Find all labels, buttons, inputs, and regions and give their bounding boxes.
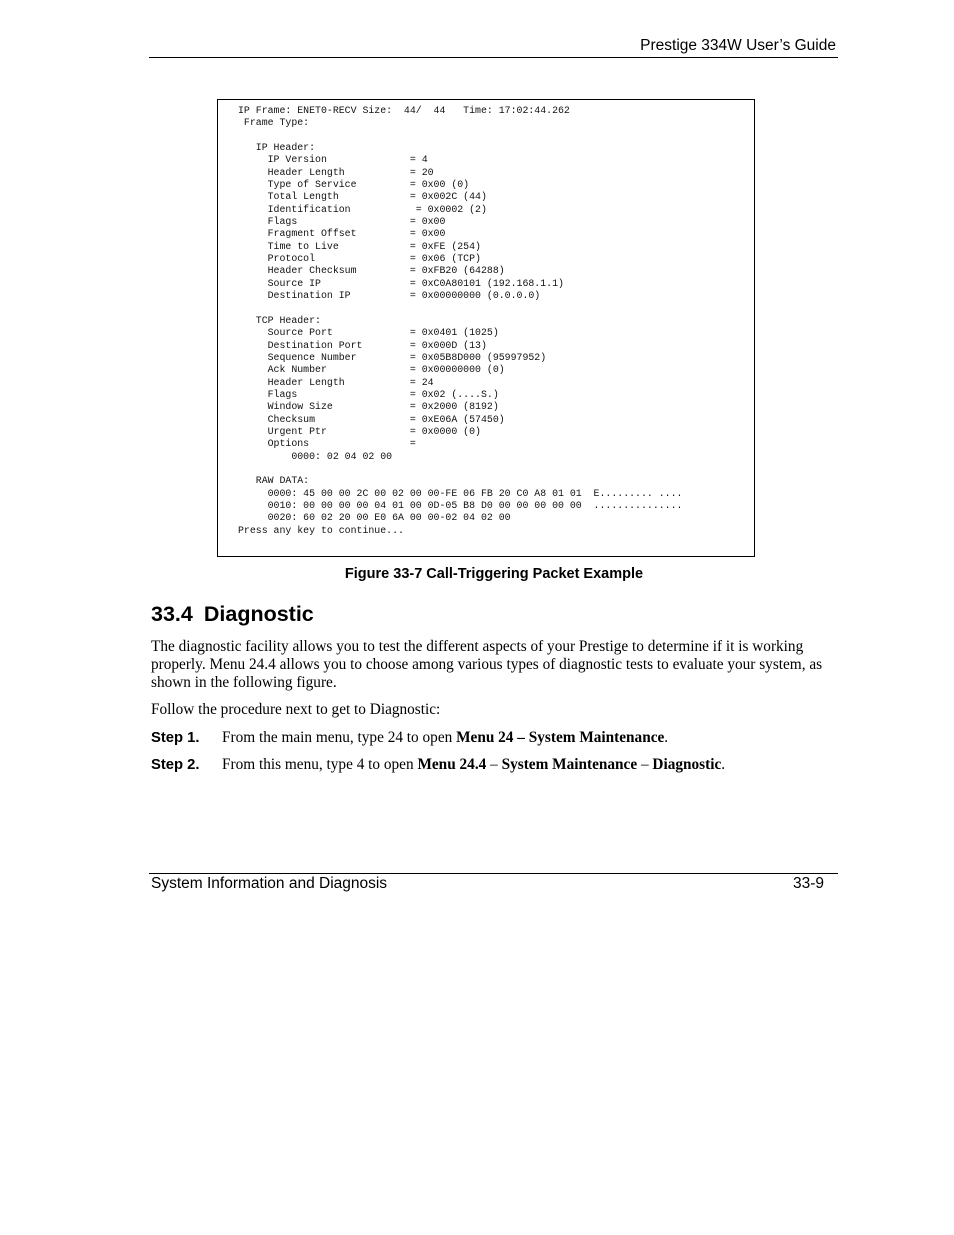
step-text-end: .	[721, 756, 726, 773]
code-line: Checksum = 0xE06A (57450)	[238, 413, 505, 425]
guide-title: Prestige 334W User’s Guide	[640, 37, 836, 54]
section-title: Diagnostic	[203, 602, 314, 626]
page-number: 33-9	[792, 875, 824, 892]
code-line: IP Header:	[238, 142, 316, 154]
code-line: Destination Port = 0x000D (13)	[238, 339, 487, 351]
code-line: Frame Type:	[238, 117, 310, 129]
intro-paragraph: The diagnostic facility allows you to test the different aspects of your Prestige to determine if it is working properly. Menu 24.4 allows you to choose among various types of diagnostic tests to evaluate your system, as shown in the following figure.	[151, 638, 823, 691]
figure-caption: Figure 33-7 Call-Triggering Packet Example	[344, 566, 644, 582]
code-line: Press any key to continue...	[238, 524, 404, 536]
step-text-end: .	[664, 729, 669, 746]
code-line: Identification = 0x0002 (2)	[238, 203, 487, 215]
menu-name: Menu 24 – System Maintenance	[456, 729, 665, 746]
menu-number: Menu 24.4	[417, 756, 487, 773]
footer-divider	[149, 873, 838, 874]
code-line: Options =	[238, 438, 416, 450]
header-divider	[149, 57, 838, 58]
code-line: Source IP = 0xC0A80101 (192.168.1.1)	[238, 277, 564, 289]
code-line: Window Size = 0x2000 (8192)	[238, 401, 499, 413]
step-2	[151, 756, 841, 774]
menu-name: System Maintenance	[501, 756, 638, 773]
procedure-paragraph: Follow the procedure next to get to Diagnostic:	[151, 701, 441, 718]
code-line: Time to Live = 0xFE (254)	[238, 240, 481, 252]
code-line: IP Version = 4	[238, 154, 428, 166]
section-heading	[151, 602, 314, 627]
dash-separator: –	[637, 756, 653, 773]
dash-separator: –	[486, 756, 502, 773]
code-line: 0010: 00 00 00 00 04 01 00 0D-05 B8 D0 00 00 00 00 00 ...............	[238, 500, 683, 511]
code-line: TCP Header:	[238, 314, 321, 326]
step-label: Step 1.	[151, 730, 200, 746]
code-line: Flags = 0x00	[238, 216, 446, 228]
packet-trace-text	[238, 105, 682, 537]
submenu-name: Diagnostic	[652, 756, 722, 773]
step-text: From this menu, type 4 to open	[222, 756, 418, 773]
code-line: IP Frame: ENET0-RECV Size: 44/ 44 Time: 17:02:44.262	[238, 105, 570, 116]
section-number: 33.4	[151, 602, 193, 626]
step-1	[151, 729, 841, 747]
terminal-output-box	[217, 99, 755, 557]
code-line: RAW DATA:	[238, 475, 310, 487]
code-line: Header Checksum = 0xFB20 (64288)	[238, 265, 505, 277]
code-line: Total Length = 0x002C (44)	[238, 191, 487, 203]
code-line: Flags = 0x02 (....S.)	[238, 388, 499, 400]
code-line: Source Port = 0x0401 (1025)	[238, 327, 499, 339]
code-line: Destination IP = 0x00000000 (0.0.0.0)	[238, 290, 541, 302]
step-label: Step 2.	[151, 757, 200, 773]
code-line: Fragment Offset = 0x00	[238, 228, 446, 240]
code-line: Urgent Ptr = 0x0000 (0)	[238, 425, 481, 437]
code-line: Ack Number = 0x00000000 (0)	[238, 364, 505, 376]
code-line: 0020: 60 02 20 00 E0 6A 00 00-02 04 02 00	[238, 512, 511, 524]
step-text: From the main menu, type 24 to open	[222, 729, 457, 746]
code-line: Header Length = 24	[238, 376, 434, 388]
chapter-name: System Information and Diagnosis	[151, 875, 388, 892]
code-line: Header Length = 20	[238, 166, 434, 178]
code-line: 0000: 45 00 00 2C 00 02 00 00-FE 06 FB 20 C0 A8 01 01 E......... ....	[238, 487, 683, 499]
code-line: 0000: 02 04 02 00	[238, 450, 393, 462]
code-line: Type of Service = 0x00 (0)	[238, 179, 470, 191]
code-line: Protocol = 0x06 (TCP)	[238, 253, 481, 265]
code-line: Sequence Number = 0x05B8D000 (95997952)	[238, 351, 547, 363]
